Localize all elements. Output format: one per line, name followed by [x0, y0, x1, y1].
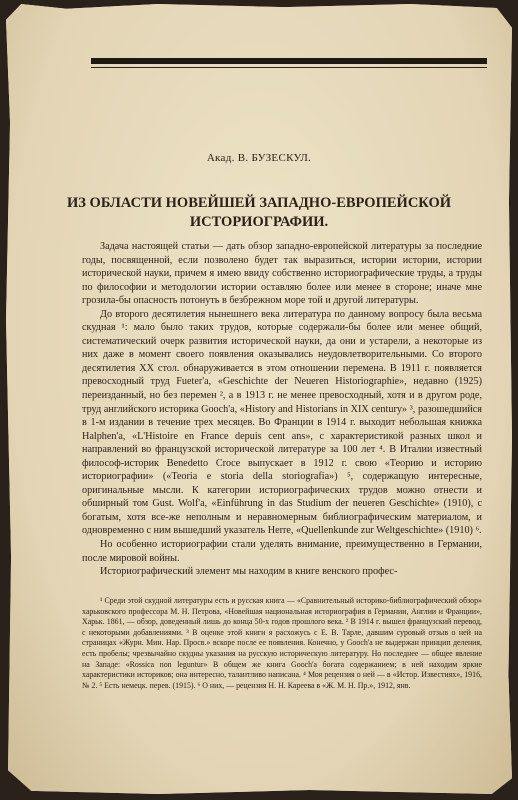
footnotes — [82, 596, 482, 691]
article-body — [82, 240, 482, 579]
author-line: Акад. В. БУЗЕСКУЛ. — [206, 152, 312, 164]
header-rule-thin — [91, 67, 487, 68]
header-rule — [91, 58, 487, 64]
footnote-text: ¹ Среди этой скудной литературы есть и русская книга — «Сравнительный историко-библиографический обзор» харьковского профессора М. Н. Петрова, «Новейшая национальная историография в Германии, Англии и Франции», Харьк. 1861, — обзор, доведенный лишь до конца 50-х годов прошлого века. ² В 1914 г. вышел французский перевод, с некоторыми добавлениями. ³ В оценке этой книги я расхожусь с Е. В. Тарле, давшим суровый отзыв о ней на страницах «Журн. Мин. Нар. Просв.» вскоре после ее появления. Конечно, у Gooch'a не выдержан принцип деления, есть пробелы; чрезвычайно скудны указания на русскую историческую литературу. Но последнее — общее явление на Западе: «Rossica non leguntur» В общем же книга Gooch'a богата содержанием; в ней находим яркие характеристики историков; она интересно, талантливо написана. ⁴ Моя рецензия о ней — в «Истор. Известиях», 1916, № 2. ⁵ Есть немецк. перев. (1915). ⁶ О них, — рецензия Н. Н. Кареева в «Ж. М. Н. Пр.», 1912, янв. — [82, 596, 482, 690]
paragraph: Но особенно историографии стали уделять внимание, преимущественно в Германии, после мировой войны. — [82, 539, 482, 564]
article-title — [0, 194, 518, 232]
paragraph: Историографический элемент мы находим в книге венского профес- — [100, 566, 398, 578]
title-line: ИСТОРИОГРАФИИ. — [189, 214, 329, 230]
paragraph: Задача настоящей статьи — дать обзор западно-европейской литературы за последние годы, посвященной, если позволено будет так выразиться, истории истории, истории исторической науки, причем я имею ввиду собственно историографические труды, а труды по философии и методологии истории оставляю более или менее в стороне; иначе мне грозила-бы опасность потонуть в безбрежном море той и другой литературы. — [82, 241, 482, 307]
paragraph: До второго десятилетия нынешнего века литература по данному вопросу была весьма скудная ¹: мало было таких трудов, которые содержали-бы более или менее общий, систематический очерк развития исторической науки, да они и устарели, а некоторые из них даже в момент своего появления оказывались неудовлетворительными. Со второго десятилетия XX стол. обнаруживается в этом отношении перемена. В 1911 г. появляется превосходный труд Fueter'a, «Geschichte der Neueren Historiographie», недавно (1925) переизданный, но без перемен ², а в 1913 г. не менее превосходный, хотя и в другом роде, труд английского историка Gooch'a, «History and Historians in XIX century» ³, разошедшийся в 1-м издании в течение трех месяцев. Во Франции в 1914 г. выходит небольшая книжка Halphen'a, «L'Histoire en France depuis cent ans», с характеристикой разных школ и направлений во французской исторической литературе за 100 лет ⁴. В Италии известный философ-историк Benedetto Croce выпускает в 1912 г. свою «Теорию и историю историографии» («Teoria e storia della storiografia») ⁵, содержащую интересные, оригинальные мысли. К категории историографических трудов можно отнести и обширный том Gust. Wolf'a, «Einführung in das Studium der neueren Geschichte» (1910), с богатым, хотя все-же неполным и неравномерным библиографическим материалом, и одновременно с ним вышедший указатель Herre, «Quellenkunde zur Weltgeschichte» (1910) ⁶. — [82, 308, 482, 537]
title-line: ИЗ ОБЛАСТИ НОВЕЙШЕЙ ЗАПАДНО-ЕВРОПЕЙСКОЙ — [66, 195, 452, 211]
